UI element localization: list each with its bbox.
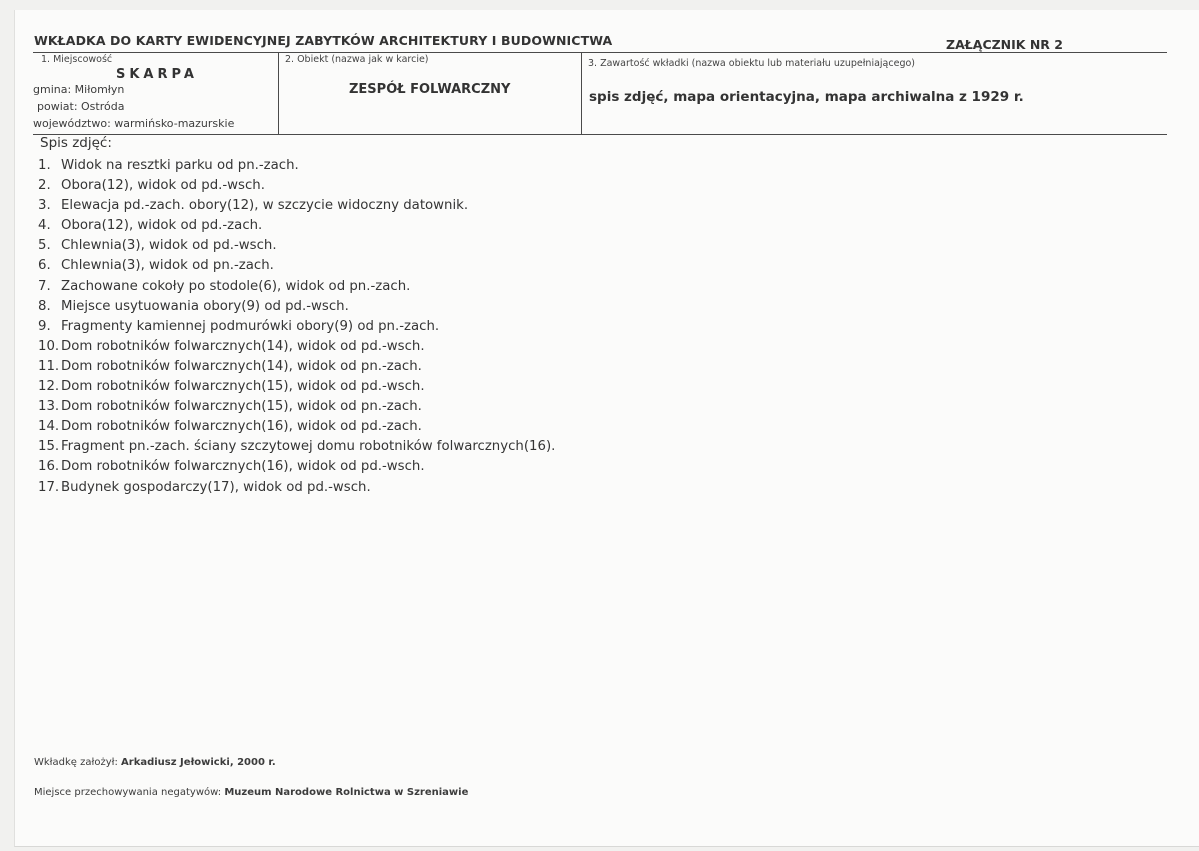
photo-item-text: Chlewnia(3), widok od pd.-wsch. [61,238,277,254]
photo-item-text: Widok na resztki parku od pn.-zach. [61,158,299,173]
photo-item-text: Miejsce usytuowania obory(9) od pd.-wsch. [61,298,349,314]
voivodeship-text: województwo: warmińsko-mazurskie [33,117,235,130]
photo-list-item [38,176,555,196]
photo-list-item [38,317,555,337]
author-value: Arkadiusz Jełowicki, 2000 r. [121,757,276,768]
photo-list-item [38,337,555,357]
content-value: spis zdjęć, mapa orientacyjna, mapa archiwalna z 1929 r. [589,89,1024,105]
form-title: WKŁADKA DO KARTY EWIDENCYJNEJ ZABYTKÓW ARCHITEKTURY I BUDOWNICTWA [34,33,613,48]
photo-item-text: Elewacja pd.-zach. obory(12), w szczycie widoczny datownik. [61,198,469,214]
field-divider-2 [581,52,582,135]
photo-item-number: 16. [38,459,60,475]
photo-item-number: 15. [38,439,60,455]
place-name: SKARPA [116,67,198,82]
photo-list-item [38,216,555,236]
header-rule [33,52,1167,53]
content-label: 3. Zawartość wkładki (nazwa obiektu lub materiału uzupełniającego) [588,58,915,69]
commune-text: gmina: Miłomłyn [33,83,125,96]
storage-value: Muzeum Narodowe Rolnictwa w Szreniawie [224,787,469,798]
photo-item-text: Zachowane cokoły po stodole(6), widok od pn.-zach. [61,278,411,294]
photo-item-number: 9. [38,318,51,334]
photo-item-text: Fragment pn.-zach. ściany szczytowej domu robotników folwarcznych(16). [61,439,556,455]
storage-line [34,787,468,798]
photo-list-item [38,156,555,176]
photo-item-text: Dom robotników folwarcznych(15), widok od pn.-zach. [61,399,422,415]
photo-list-item [38,457,555,477]
photo-item-number: 4. [38,218,51,234]
photo-item-text: Dom robotników folwarcznych(14), widok od pn.-zach. [61,358,422,374]
photo-item-number: 12. [38,379,60,395]
photo-item-number: 11. [38,358,60,374]
photo-item-text: Budynek gospodarczy(17), widok od pd.-wsch. [61,479,371,495]
photo-list-heading: Spis zdjęć: [40,135,112,151]
photo-list-item [38,397,555,417]
photo-item-number: 10. [38,338,60,354]
photo-item-text: Dom robotników folwarcznych(16), widok od pd.-wsch. [61,459,425,475]
photo-list-item [38,417,555,437]
photo-list-item [38,236,555,256]
photo-item-number: 17. [38,479,60,495]
photo-item-number: 13. [38,399,60,415]
photo-item-number: 8. [38,298,51,314]
photo-item-text: Chlewnia(3), widok od pn.-zach. [61,258,274,274]
object-value: ZESPÓŁ FOLWARCZNY [349,82,511,97]
photo-item-text: Dom robotników folwarcznych(16), widok od pd.-zach. [61,419,422,435]
photo-item-text: Obora(12), widok od pd.-wsch. [61,178,265,194]
field-divider-1 [278,52,279,135]
photo-item-text: Dom robotników folwarcznych(14), widok od pd.-wsch. [61,338,425,354]
photo-item-number: 7. [38,278,51,294]
photo-list-item [38,437,555,457]
photo-list-item [38,277,555,297]
photo-list-item [38,377,555,397]
storage-label: Miejsce przechowywania negatywów: [34,787,222,798]
annex-label: ZAŁĄCZNIK NR 2 [946,37,1063,52]
author-line [34,757,276,768]
place-label: 1. Miejscowość [41,54,113,65]
object-label: 2. Obiekt (nazwa jak w karcie) [285,54,429,65]
photo-item-number: 3. [38,198,51,214]
photo-list [38,156,555,498]
photo-list-item [38,196,555,216]
author-label: Wkładkę założył: [34,757,118,768]
photo-item-number: 14. [38,419,60,435]
county-text: powiat: Ostróda [37,100,125,113]
photo-list-item [38,256,555,276]
photo-item-number: 5. [38,238,51,254]
photo-item-number: 1. [38,158,51,173]
photo-list-item [38,357,555,377]
photo-item-text: Dom robotników folwarcznych(15), widok od pd.-wsch. [61,379,425,395]
photo-item-number: 2. [38,178,51,194]
fields-bottom-rule [33,134,1167,135]
photo-item-number: 6. [38,258,51,274]
photo-list-item [38,478,555,498]
photo-list-item [38,297,555,317]
photo-item-text: Fragmenty kamiennej podmurówki obory(9) od pn.-zach. [61,318,440,334]
photo-item-text: Obora(12), widok od pd.-zach. [61,218,263,234]
